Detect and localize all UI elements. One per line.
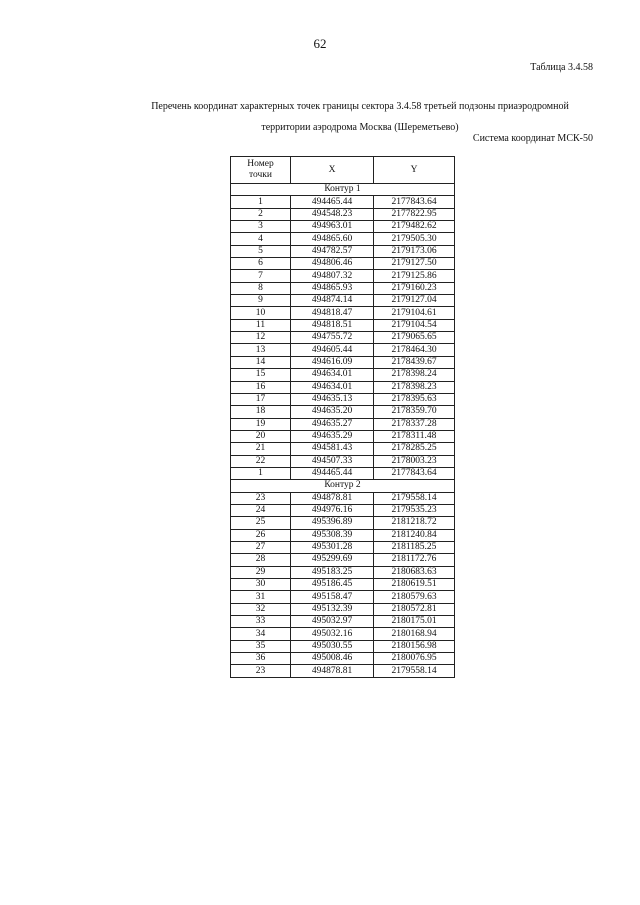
y-coordinate-cell: 2177843.64 bbox=[374, 196, 455, 208]
x-coordinate-cell: 494755.72 bbox=[291, 332, 374, 344]
point-number-cell: 26 bbox=[231, 529, 291, 541]
x-coordinate-cell: 495396.89 bbox=[291, 517, 374, 529]
y-coordinate-cell: 2179535.23 bbox=[374, 504, 455, 516]
table-body bbox=[231, 184, 455, 678]
table-row bbox=[231, 393, 455, 405]
x-coordinate-cell: 494782.57 bbox=[291, 245, 374, 257]
y-coordinate-cell: 2178395.63 bbox=[374, 393, 455, 405]
x-coordinate-cell: 494963.01 bbox=[291, 221, 374, 233]
point-number-cell: 4 bbox=[231, 233, 291, 245]
y-coordinate-cell: 2179558.14 bbox=[374, 492, 455, 504]
y-coordinate-cell: 2177843.64 bbox=[374, 467, 455, 479]
point-number-cell: 21 bbox=[231, 443, 291, 455]
table-row bbox=[231, 307, 455, 319]
table-row bbox=[231, 196, 455, 208]
y-coordinate-cell: 2178464.30 bbox=[374, 344, 455, 356]
x-coordinate-cell: 494807.32 bbox=[291, 270, 374, 282]
point-number-cell: 14 bbox=[231, 356, 291, 368]
table-row bbox=[231, 295, 455, 307]
y-coordinate-cell: 2178439.67 bbox=[374, 356, 455, 368]
point-number-cell: 16 bbox=[231, 381, 291, 393]
x-coordinate-cell: 494976.16 bbox=[291, 504, 374, 516]
point-number-cell: 3 bbox=[231, 221, 291, 233]
point-number-cell: 19 bbox=[231, 418, 291, 430]
table-row bbox=[231, 406, 455, 418]
y-coordinate-cell: 2179104.61 bbox=[374, 307, 455, 319]
table-row bbox=[231, 319, 455, 331]
y-coordinate-cell: 2179160.23 bbox=[374, 282, 455, 294]
x-coordinate-cell: 494874.14 bbox=[291, 295, 374, 307]
x-coordinate-cell: 494634.01 bbox=[291, 369, 374, 381]
y-coordinate-cell: 2179104.54 bbox=[374, 319, 455, 331]
table-row bbox=[231, 418, 455, 430]
x-coordinate-cell: 494865.93 bbox=[291, 282, 374, 294]
point-number-cell: 17 bbox=[231, 393, 291, 405]
x-coordinate-cell: 494806.46 bbox=[291, 258, 374, 270]
header-point-number bbox=[231, 157, 291, 184]
x-coordinate-cell: 495008.46 bbox=[291, 653, 374, 665]
point-number-cell: 25 bbox=[231, 517, 291, 529]
table-row bbox=[231, 258, 455, 270]
table-row bbox=[231, 467, 455, 479]
point-number-cell: 22 bbox=[231, 455, 291, 467]
point-number-cell: 18 bbox=[231, 406, 291, 418]
table-row bbox=[231, 282, 455, 294]
y-coordinate-cell: 2181240.84 bbox=[374, 529, 455, 541]
x-coordinate-cell: 495299.69 bbox=[291, 554, 374, 566]
table-row bbox=[231, 566, 455, 578]
table-row bbox=[231, 665, 455, 677]
table-row bbox=[231, 208, 455, 220]
table-row bbox=[231, 233, 455, 245]
point-number-cell: 23 bbox=[231, 492, 291, 504]
y-coordinate-cell: 2179127.04 bbox=[374, 295, 455, 307]
point-number-cell: 36 bbox=[231, 653, 291, 665]
y-coordinate-cell: 2178285.25 bbox=[374, 443, 455, 455]
point-number-cell: 35 bbox=[231, 640, 291, 652]
x-coordinate-cell: 494635.29 bbox=[291, 430, 374, 442]
point-number-cell: 23 bbox=[231, 665, 291, 677]
x-coordinate-cell: 495132.39 bbox=[291, 603, 374, 615]
y-coordinate-cell: 2180572.81 bbox=[374, 603, 455, 615]
contour-title: Контур 2 bbox=[231, 480, 455, 492]
point-number-cell: 33 bbox=[231, 616, 291, 628]
x-coordinate-cell: 495301.28 bbox=[291, 541, 374, 553]
table-row bbox=[231, 640, 455, 652]
table-row bbox=[231, 369, 455, 381]
x-coordinate-cell: 494635.20 bbox=[291, 406, 374, 418]
table-row bbox=[231, 492, 455, 504]
page-number: 62 bbox=[313, 36, 327, 51]
table-row bbox=[231, 579, 455, 591]
point-number-cell: 5 bbox=[231, 245, 291, 257]
y-coordinate-cell: 2178359.70 bbox=[374, 406, 455, 418]
table-row bbox=[231, 221, 455, 233]
point-number-cell: 27 bbox=[231, 541, 291, 553]
table-caption bbox=[120, 96, 600, 138]
point-number-cell: 11 bbox=[231, 319, 291, 331]
x-coordinate-cell: 494605.44 bbox=[291, 344, 374, 356]
y-coordinate-cell: 2179558.14 bbox=[374, 665, 455, 677]
table-row bbox=[231, 591, 455, 603]
contour-title: Контур 1 bbox=[231, 184, 455, 196]
table-row bbox=[231, 332, 455, 344]
point-number-cell: 20 bbox=[231, 430, 291, 442]
x-coordinate-cell: 494507.33 bbox=[291, 455, 374, 467]
point-number-cell: 24 bbox=[231, 504, 291, 516]
coordinate-system-label: Система координат МСК-50 bbox=[472, 133, 593, 144]
point-number-cell: 10 bbox=[231, 307, 291, 319]
y-coordinate-cell: 2180076.95 bbox=[374, 653, 455, 665]
table-row bbox=[231, 529, 455, 541]
caption-line-2: территории аэродрома Москва (Шереметьево) bbox=[261, 122, 459, 133]
point-number-cell: 15 bbox=[231, 369, 291, 381]
x-coordinate-cell: 495032.16 bbox=[291, 628, 374, 640]
point-number-cell: 13 bbox=[231, 344, 291, 356]
table-row bbox=[231, 245, 455, 257]
x-coordinate-cell: 494635.27 bbox=[291, 418, 374, 430]
y-coordinate-cell: 2180175.01 bbox=[374, 616, 455, 628]
header-x: X bbox=[291, 157, 374, 184]
x-coordinate-cell: 495183.25 bbox=[291, 566, 374, 578]
table-label: Таблица 3.4.58 bbox=[530, 62, 593, 73]
contour-title-row bbox=[231, 480, 455, 492]
point-number-cell: 1 bbox=[231, 467, 291, 479]
header-point-number-line1: Номер bbox=[247, 159, 274, 169]
coordinates-table bbox=[230, 156, 455, 678]
point-number-cell: 12 bbox=[231, 332, 291, 344]
table-row bbox=[231, 356, 455, 368]
y-coordinate-cell: 2178311.48 bbox=[374, 430, 455, 442]
x-coordinate-cell: 495308.39 bbox=[291, 529, 374, 541]
point-number-cell: 2 bbox=[231, 208, 291, 220]
y-coordinate-cell: 2181172.76 bbox=[374, 554, 455, 566]
y-coordinate-cell: 2180619.51 bbox=[374, 579, 455, 591]
y-coordinate-cell: 2179127.50 bbox=[374, 258, 455, 270]
y-coordinate-cell: 2178003.23 bbox=[374, 455, 455, 467]
table-row bbox=[231, 603, 455, 615]
x-coordinate-cell: 494548.23 bbox=[291, 208, 374, 220]
table-row bbox=[231, 616, 455, 628]
header-point-number-line2: точки bbox=[248, 170, 272, 180]
y-coordinate-cell: 2179173.06 bbox=[374, 245, 455, 257]
x-coordinate-cell: 494616.09 bbox=[291, 356, 374, 368]
x-coordinate-cell: 494634.01 bbox=[291, 381, 374, 393]
table-row bbox=[231, 517, 455, 529]
table-row bbox=[231, 270, 455, 282]
x-coordinate-cell: 495158.47 bbox=[291, 591, 374, 603]
header-y: Y bbox=[374, 157, 455, 184]
x-coordinate-cell: 494818.47 bbox=[291, 307, 374, 319]
y-coordinate-cell: 2179065.65 bbox=[374, 332, 455, 344]
x-coordinate-cell: 494878.81 bbox=[291, 665, 374, 677]
y-coordinate-cell: 2179505.30 bbox=[374, 233, 455, 245]
y-coordinate-cell: 2181185.25 bbox=[374, 541, 455, 553]
x-coordinate-cell: 494818.51 bbox=[291, 319, 374, 331]
table-row bbox=[231, 443, 455, 455]
y-coordinate-cell: 2180156.98 bbox=[374, 640, 455, 652]
x-coordinate-cell: 494635.13 bbox=[291, 393, 374, 405]
table-row bbox=[231, 455, 455, 467]
table-row bbox=[231, 653, 455, 665]
point-number-cell: 28 bbox=[231, 554, 291, 566]
point-number-cell: 31 bbox=[231, 591, 291, 603]
table-row bbox=[231, 504, 455, 516]
caption-line-1: Перечень координат характерных точек границы сектора 3.4.58 третьей подзоны приаэродромной bbox=[151, 101, 569, 112]
y-coordinate-cell: 2180168.94 bbox=[374, 628, 455, 640]
table-row bbox=[231, 381, 455, 393]
x-coordinate-cell: 495186.45 bbox=[291, 579, 374, 591]
x-coordinate-cell: 494465.44 bbox=[291, 196, 374, 208]
point-number-cell: 9 bbox=[231, 295, 291, 307]
point-number-cell: 6 bbox=[231, 258, 291, 270]
table-row bbox=[231, 541, 455, 553]
y-coordinate-cell: 2181218.72 bbox=[374, 517, 455, 529]
y-coordinate-cell: 2177822.95 bbox=[374, 208, 455, 220]
point-number-cell: 7 bbox=[231, 270, 291, 282]
table-header-row bbox=[231, 157, 455, 184]
point-number-cell: 34 bbox=[231, 628, 291, 640]
table-row bbox=[231, 628, 455, 640]
point-number-cell: 30 bbox=[231, 579, 291, 591]
y-coordinate-cell: 2178398.24 bbox=[374, 369, 455, 381]
table-row bbox=[231, 430, 455, 442]
y-coordinate-cell: 2179482.62 bbox=[374, 221, 455, 233]
y-coordinate-cell: 2178398.23 bbox=[374, 381, 455, 393]
x-coordinate-cell: 494465.44 bbox=[291, 467, 374, 479]
table-row bbox=[231, 344, 455, 356]
point-number-cell: 8 bbox=[231, 282, 291, 294]
y-coordinate-cell: 2178337.28 bbox=[374, 418, 455, 430]
point-number-cell: 29 bbox=[231, 566, 291, 578]
point-number-cell: 32 bbox=[231, 603, 291, 615]
table-row bbox=[231, 554, 455, 566]
y-coordinate-cell: 2180683.63 bbox=[374, 566, 455, 578]
y-coordinate-cell: 2180579.63 bbox=[374, 591, 455, 603]
contour-title-row bbox=[231, 184, 455, 196]
x-coordinate-cell: 495032.97 bbox=[291, 616, 374, 628]
x-coordinate-cell: 494878.81 bbox=[291, 492, 374, 504]
y-coordinate-cell: 2179125.86 bbox=[374, 270, 455, 282]
point-number-cell: 1 bbox=[231, 196, 291, 208]
x-coordinate-cell: 494865.60 bbox=[291, 233, 374, 245]
x-coordinate-cell: 494581.43 bbox=[291, 443, 374, 455]
x-coordinate-cell: 495030.55 bbox=[291, 640, 374, 652]
